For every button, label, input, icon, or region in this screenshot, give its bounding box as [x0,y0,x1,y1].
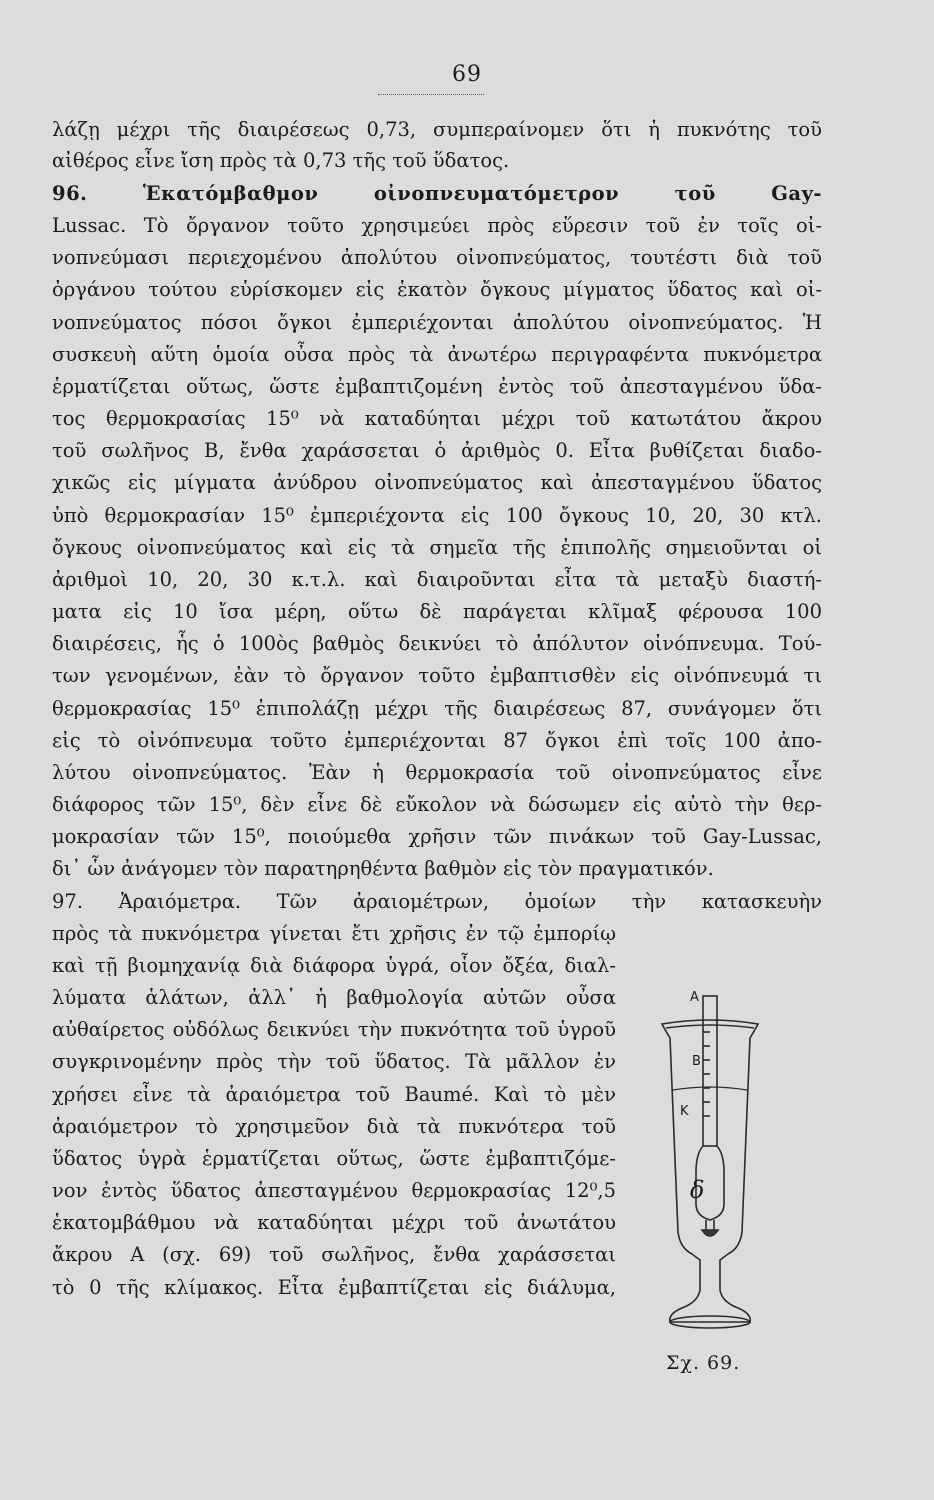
text-line: νοπνεύματος πόσοι ὄγκοι ἐμπεριέχονται ἀπολύτου οἰνοπνεύματος. Ἡ [52,311,822,334]
text-line: ἀριθμοὶ 10, 20, 30 κ.τ.λ. καὶ διαιροῦνται εἶτα τὰ μεταξὺ διαστή- [52,568,822,591]
text-line: συσκευὴ αὕτη ὁμοία οὖσα πρὸς τὰ ἀνωτέρω περιγραφέντα πυκνόμετρα [52,343,822,366]
text-line: λύτου οἰνοπνεύματος. Ἐὰν ἡ θερμοκρασία τοῦ οἰνοπνεύματος εἶνε [52,761,822,784]
section-heading-96: 96. Ἑκατόμβαθμον οἰνοπνευματόμετρον τοῦ Gay- [52,182,822,205]
figure-label-b: B [692,1054,701,1069]
text-line: συγκρινομένην πρὸς τὴν τοῦ ὕδατος. Τὰ μᾶλλον ἐν [52,1050,616,1073]
text-line: τὸ 0 τῆς κλίμακος. Εἶτα ἐμβαπτίζεται εἰς διάλυμα, [52,1276,616,1299]
text-line: χρήσει εἶνε τὰ ἀραιόμετρα τοῦ Baumé. Καὶ τὸ μὲν [52,1083,616,1106]
figure-label-k: K [680,1104,689,1119]
text-line: των γενομένων, ἐὰν τὸ ὄργανον τοῦτο ἐμβαπτισθὲν εἰς οἰνόπνευμά τι [52,664,822,687]
text-line: εἰς τὸ οἰνόπνευμα τοῦτο ἐμπεριέχονται 87 ὄγκοι ἐπὶ τοῖς 100 ἀπο- [52,729,822,752]
text-line: λάζῃ μέχρι τῆς διαιρέσεως 0,73, συμπεραίνομεν ὅτι ἡ πυκνότης τοῦ [52,118,822,141]
text-line: καὶ τῇ βιομηχανίᾳ διὰ διάφορα ὑγρά, οἷον ὄξέα, διαλ- [52,954,616,977]
text-line: ὄγκους οἰνοπνεύματος καὶ εἰς τὰ σημεῖα τῆς ἐπιπολῆς σημειοῦνται οἱ [52,536,822,559]
text-line: Lussac. Τὸ ὄργανον τοῦτο χρησιμεύει πρὸς εὕρεσιν τοῦ ἐν τοῖς οἰ- [52,214,822,237]
hydrometer-figure [640,972,780,1342]
text-line: λύματα ἁλάτων, ἀλλ᾽ ἡ βαθμολογία αὐτῶν οὖσα [52,986,616,1009]
text-line: νοπνεύμασι περιεχομένου ἀπολύτου οἰνοπνεύματος, τουτέστι διὰ τοῦ [52,246,822,269]
text-line: ἑρματίζεται οὕτως, ὥστε ἐμβαπτιζομένη ἐντὸς τοῦ ἀπεσταγμένου ὕδα- [52,375,822,398]
figure-caption: Σχ. 69. [666,1352,741,1374]
section-heading-97: 97. Ἀραιόμετρα. Τῶν ἀραιομέτρων, ὁμοίων τὴν κατασκευὴν [52,890,822,913]
page-number: 69 [452,62,482,87]
text-line: αἰθέρος εἶνε ἴση πρὸς τὰ 0,73 τῆς τοῦ ὕδατος. [52,149,510,172]
text-line: θερμοκρασίας 15⁰ ἐπιπολάζῃ μέχρι τῆς διαιρέσεως 87, συνάγομεν ὅτι [52,697,822,720]
text-line: τοῦ σωλῆνος Β, ἔνθα χαράσσεται ὁ ἀριθμὸς 0. Εἶτα βυθίζεται διαδο- [52,439,822,462]
text-line: αὐθαίρετος οὐδόλως δεικνύει τὴν πυκνότητα τοῦ ὑγροῦ [52,1018,616,1041]
text-line: ὀργάνου τούτου εὑρίσκομεν εἰς ἑκατὸν ὄγκους μίγματος ὕδατος καὶ οἰ- [52,278,822,301]
figure-label-delta: δ [690,1176,705,1204]
text-line: ματα εἰς 10 ἴσα μέρη, οὕτω δὲ παράγεται κλῖμαξ φέρουσα 100 [52,600,822,623]
text-line: ὑπὸ θερμοκρασίαν 15⁰ ἐμπεριέχοντα εἰς 100 ὄγκους 10, 20, 30 κτλ. [52,504,822,527]
figure-label-a: A [690,990,699,1005]
text-line: μοκρασίαν τῶν 15⁰, ποιούμεθα χρῆσιν τῶν πινάκων τοῦ Gay-Lussac, [52,825,822,848]
text-line: ἑκατομβάθμου νὰ καταδύηται μέχρι τοῦ ἀνωτάτου [52,1211,616,1234]
page-number-rule [378,94,484,95]
text-line: πρὸς τὰ πυκνόμετρα γίνεται ἔτι χρῆσις ἐν τῷ ἐμπορίῳ [52,922,616,945]
text-line: διαιρέσεις, ἧς ὁ 100ὸς βαθμὸς δεικνύει τὸ ἀπόλυτον οἰνόπνευμα. Τού- [52,632,822,655]
text-line: νον ἐντὸς ὕδατος ἀπεσταγμένου θερμοκρασίας 12⁰,5 [52,1179,616,1202]
text-line: διάφορος τῶν 15⁰, δὲν εἶνε δὲ εὔκολον νὰ δώσωμεν εἰς αὐτὸ τὴν θερ- [52,793,822,816]
text-line: ὕδατος ὑγρὰ ἑρματίζεται οὕτως, ὥστε ἐμβαπτιζόμε- [52,1147,616,1170]
text-line: ἄκρου Α (σχ. 69) τοῦ σωλῆνος, ἔνθα χαράσσεται [52,1243,616,1266]
text-line: τος θερμοκρασίας 15⁰ νὰ καταδύηται μέχρι τοῦ κατωτάτου ἄκρου [52,407,822,430]
text-line: δι᾽ ὧν ἀνάγομεν τὸν παρατηρηθέντα βαθμὸν εἰς τὸν πραγματικόν. [52,857,714,880]
text-line: ἀραιόμετρον τὸ χρησιμεῦον διὰ τὰ πυκνότερα τοῦ [52,1115,616,1138]
text-line: χικῶς εἰς μίγματα ἀνύδρου οἰνοπνεύματος καὶ ἀπεσταγμένου ὕδατος [52,471,822,494]
